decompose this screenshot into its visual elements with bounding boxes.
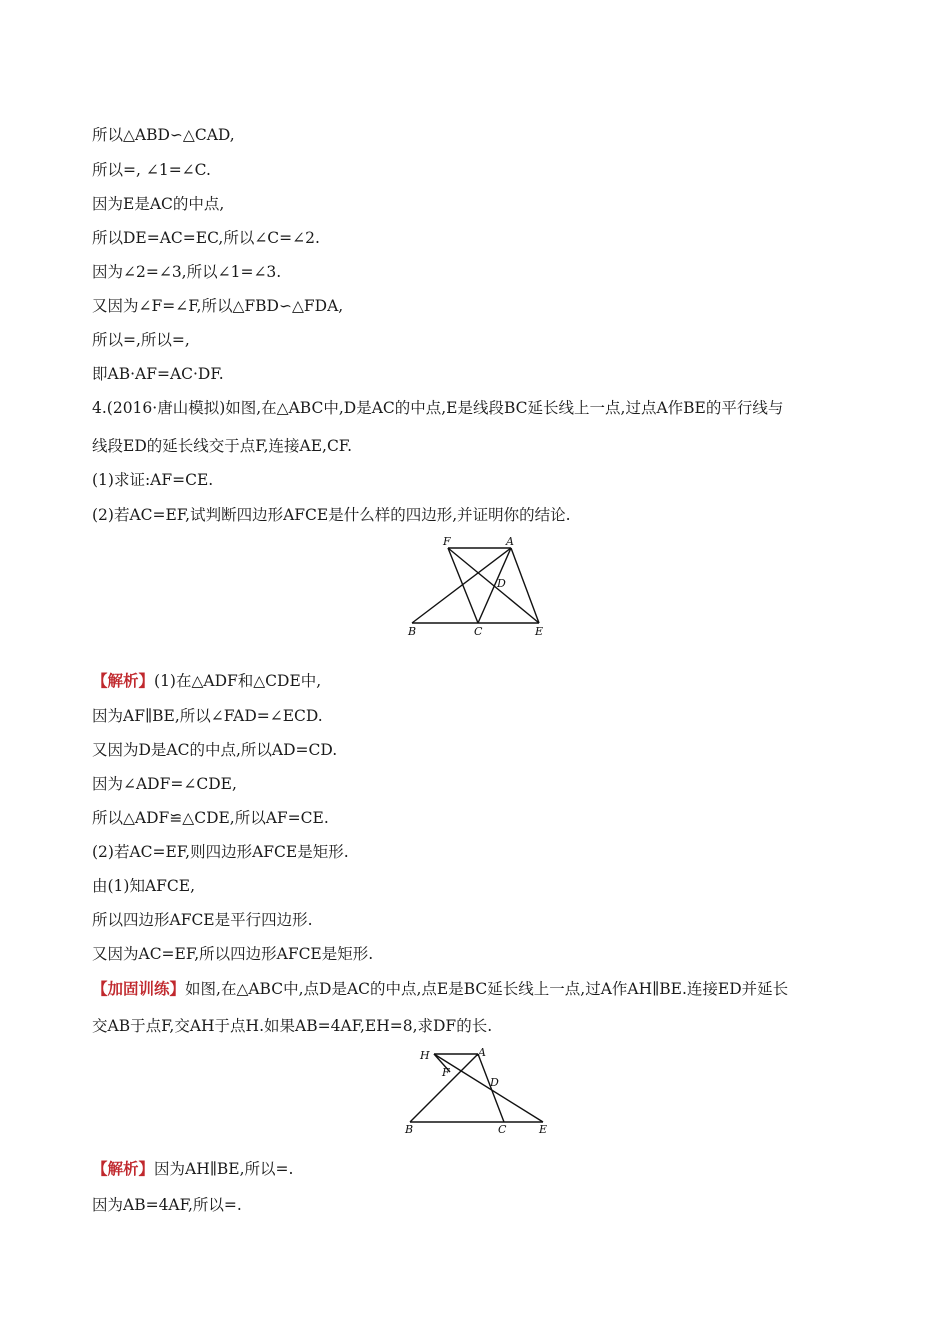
point-label-d: D <box>497 577 506 590</box>
text-line: 所以四边形AFCE是平行四边形. <box>92 911 313 929</box>
text-line: 所以DE=AC=EC,所以∠C=∠2. <box>92 229 320 247</box>
point-label-f: F <box>443 535 451 548</box>
practice-second-line: 交AB于点F,交AH于点H.如果AB=4AF,EH=8,求DF的长. <box>92 1017 493 1035</box>
practice-tag: 【加固训练】 <box>92 979 186 998</box>
point-label-h: H <box>420 1049 430 1062</box>
point-label-e: E <box>539 1123 548 1136</box>
point-label-a: A <box>506 535 514 548</box>
point-label-d: D <box>490 1076 499 1089</box>
solution-tag: 【解析】 <box>92 1159 155 1178</box>
problem-4-part1: (1)求证:AF=CE. <box>92 471 214 489</box>
point-label-b: B <box>405 1123 414 1136</box>
text-line: 所以△ADF≌△CDE,所以AF=CE. <box>92 809 329 827</box>
text-line: 即AB·AF=AC·DF. <box>92 365 224 383</box>
practice-first-line <box>92 979 788 999</box>
point-label-b: B <box>408 625 417 638</box>
text-line: 又因为AC=EF,所以四边形AFCE是矩形. <box>92 945 374 963</box>
text-line: 所以△ABD∽△CAD, <box>92 126 235 144</box>
problem-4-part2: (2)若AC=EF,试判断四边形AFCE是什么样的四边形,并证明你的结论. <box>92 506 571 524</box>
point-label-f: F <box>442 1066 450 1079</box>
solution-2-first-line <box>92 1159 293 1179</box>
problem-4-text: 线段ED的延长线交于点F,连接AE,CF. <box>92 437 353 455</box>
solution-2-second-line: 因为AB=4AF,所以=. <box>92 1196 242 1214</box>
text-line: (2)若AC=EF,则四边形AFCE是矩形. <box>92 843 349 861</box>
point-label-c: C <box>474 625 483 638</box>
text-line: 所以=,所以=, <box>92 331 190 349</box>
point-label-c: C <box>498 1123 507 1136</box>
geometry-figure-1 <box>400 532 560 640</box>
text-line: 因为∠2=∠3,所以∠1=∠3. <box>92 263 282 281</box>
practice-text: 如图,在△ABC中,点D是AC的中点,点E是BC延长线上一点,过A作AH∥BE.连接ED并延长 <box>185 980 789 998</box>
text-line: 因为∠ADF=∠CDE, <box>92 775 237 793</box>
solution-text: (1)在△ADF和△CDE中, <box>154 672 322 690</box>
text-line: 由(1)知AFCE, <box>92 877 196 895</box>
solution-tag: 【解析】 <box>92 671 155 690</box>
text-line: 因为AF∥BE,所以∠FAD=∠ECD. <box>92 707 323 725</box>
geometry-figure-2 <box>398 1040 558 1138</box>
point-label-a: A <box>478 1046 486 1059</box>
point-label-e: E <box>535 625 544 638</box>
problem-4-text: 4.(2016·唐山模拟)如图,在△ABC中,D是AC的中点,E是线段BC延长线上一点,过点A作BE的平行线与 <box>92 399 784 417</box>
text-line: 又因为∠F=∠F,所以△FBD∽△FDA, <box>92 297 344 315</box>
text-line: 因为E是AC的中点, <box>92 195 225 213</box>
solution-1-first-line <box>92 671 321 691</box>
solution-text: 因为AH∥BE,所以=. <box>154 1160 294 1178</box>
text-line: 又因为D是AC的中点,所以AD=CD. <box>92 741 338 759</box>
text-line: 所以=, ∠1=∠C. <box>92 161 211 179</box>
